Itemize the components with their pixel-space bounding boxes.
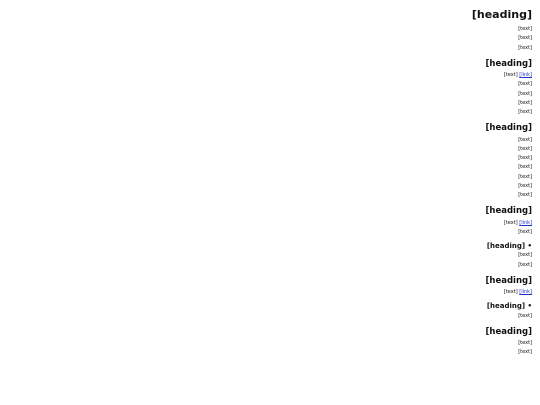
- paragraph-text: [text]: [518, 155, 532, 162]
- paragraph: [8, 26, 532, 52]
- paragraph-text: [text]: [518, 312, 532, 319]
- paragraph-text: [text]: [518, 81, 532, 88]
- paragraph-text: [text]: [518, 35, 532, 42]
- paragraph-line: [8, 109, 532, 116]
- paragraph-text: [text]: [518, 164, 532, 171]
- paragraph: [8, 137, 532, 200]
- paragraph-line: [8, 289, 532, 296]
- paragraph-line: [8, 183, 532, 190]
- paragraph-line: [8, 262, 532, 269]
- inline-link[interactable]: [link]: [519, 72, 532, 79]
- section-heading: [heading]: [485, 206, 532, 217]
- paragraph: [8, 340, 532, 357]
- paragraph: [8, 313, 532, 320]
- paragraph-text: [text]: [518, 340, 532, 347]
- paragraph-text: [text]: [518, 192, 532, 199]
- section-heading: [heading]: [485, 123, 532, 134]
- paragraph-line: [8, 313, 532, 320]
- paragraph-line: [8, 174, 532, 181]
- paragraph: [8, 289, 532, 296]
- paragraph-text: [text]: [518, 99, 532, 106]
- paragraph-text: [text]: [503, 219, 518, 226]
- paragraph-text: [text]: [518, 109, 532, 116]
- paragraph-text: [text]: [518, 26, 532, 33]
- paragraph-line: [8, 45, 532, 52]
- paragraph-line: [8, 137, 532, 144]
- paragraph: [8, 252, 532, 269]
- inline-link[interactable]: [link]: [519, 219, 532, 226]
- section-heading: • [heading]: [8, 242, 532, 250]
- paragraph-line: [8, 220, 532, 227]
- paragraph: [8, 220, 532, 237]
- paragraph-line: [8, 72, 532, 79]
- paragraph-text: [text]: [518, 145, 532, 152]
- paragraph-line: [8, 81, 532, 88]
- section-heading: [heading]: [485, 58, 532, 69]
- paragraph-line: [8, 146, 532, 153]
- document-body: [8, 26, 532, 356]
- paragraph-line: [8, 252, 532, 259]
- inline-link[interactable]: [link]: [519, 289, 532, 296]
- paragraph-line: [8, 100, 532, 107]
- paragraph-line: [8, 340, 532, 347]
- paragraph-text: [text]: [518, 182, 532, 189]
- paragraph-text: [text]: [518, 252, 532, 259]
- paragraph-line: [8, 155, 532, 162]
- paragraph-line: [8, 91, 532, 98]
- paragraph-text: [text]: [518, 173, 532, 180]
- section-heading: [heading]: [485, 275, 532, 286]
- paragraph-text: [text]: [518, 261, 532, 268]
- section-heading: • [heading]: [8, 302, 532, 310]
- paragraph-line: [8, 229, 532, 236]
- paragraph-line: [8, 26, 532, 33]
- paragraph-line: [8, 349, 532, 356]
- paragraph-text: [text]: [503, 289, 518, 296]
- paragraph-text: [text]: [518, 44, 532, 51]
- paragraph-text: [text]: [518, 90, 532, 97]
- paragraph-line: [8, 164, 532, 171]
- page-title: [heading]: [471, 8, 532, 21]
- paragraph-text: [text]: [518, 349, 532, 356]
- paragraph-text: [text]: [503, 72, 518, 79]
- paragraph-text: [text]: [518, 136, 532, 143]
- paragraph: [8, 72, 532, 116]
- paragraph-text: [text]: [518, 228, 532, 235]
- paragraph-line: [8, 192, 532, 199]
- section-heading: [heading]: [485, 326, 532, 337]
- paragraph-line: [8, 35, 532, 42]
